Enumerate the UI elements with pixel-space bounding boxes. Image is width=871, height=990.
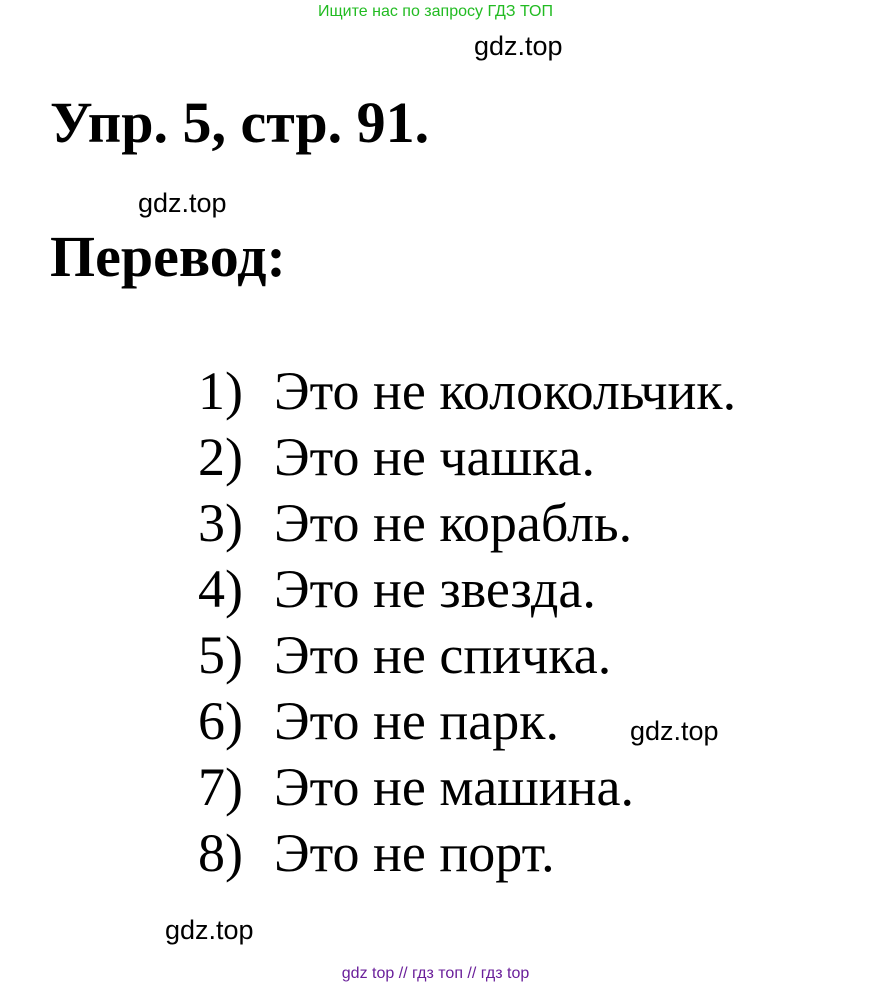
item-text: Это не чашка. xyxy=(274,427,595,487)
translation-list xyxy=(198,358,736,886)
item-text: Это не парк. xyxy=(274,691,560,751)
item-number: 7) xyxy=(198,757,243,817)
item-text: Это не колокольчик. xyxy=(274,361,737,421)
item-number: 8) xyxy=(198,823,243,883)
item-number: 1) xyxy=(198,361,243,421)
page-title: Упр. 5, стр. 91. xyxy=(50,90,430,155)
list-item xyxy=(198,754,736,820)
item-text: Это не спичка. xyxy=(274,625,612,685)
footer-links: gdz top // гдз топ // гдз top xyxy=(341,965,530,982)
watermark: gdz.top xyxy=(138,188,227,218)
section-heading: Перевод: xyxy=(50,224,286,289)
item-number: 2) xyxy=(198,427,243,487)
list-item xyxy=(198,556,736,622)
item-number: 6) xyxy=(198,691,243,751)
list-item xyxy=(198,424,736,490)
item-text: Это не порт. xyxy=(274,823,555,883)
watermark: gdz.top xyxy=(630,716,719,746)
item-number: 5) xyxy=(198,625,243,685)
item-text: Это не машина. xyxy=(274,757,635,817)
item-number: 3) xyxy=(198,493,243,553)
item-number: 4) xyxy=(198,559,243,619)
top-banner: Ищите нас по запросу ГДЗ ТОП xyxy=(318,3,553,20)
list-item xyxy=(198,490,736,556)
item-text: Это не звезда. xyxy=(274,559,596,619)
item-text: Это не корабль. xyxy=(274,493,633,553)
list-item xyxy=(198,820,736,886)
list-item xyxy=(198,358,736,424)
watermark: gdz.top xyxy=(165,915,254,945)
list-item xyxy=(198,622,736,688)
watermark: gdz.top xyxy=(474,31,563,61)
